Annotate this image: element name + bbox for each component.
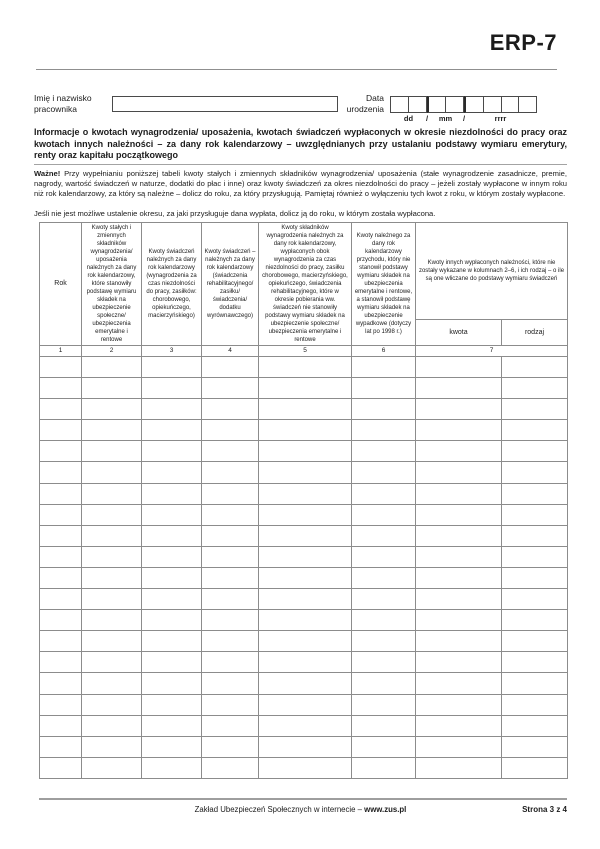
table-cell[interactable] [82,546,142,567]
header-divider [36,69,557,70]
table-cell[interactable] [202,420,259,441]
table-cell[interactable] [40,631,82,652]
table-cell[interactable] [40,736,82,757]
table-cell[interactable] [259,546,352,567]
table-cell[interactable] [416,504,502,525]
table-cell[interactable] [142,652,202,673]
table-cell[interactable] [352,357,416,378]
table-cell[interactable] [142,715,202,736]
table-cell[interactable] [416,378,502,399]
table-cell[interactable] [142,757,202,778]
table-row [40,399,568,420]
footer-divider [39,798,567,800]
table-row [40,715,568,736]
column-number-7: 7 [416,346,568,357]
table-cell[interactable] [502,610,568,631]
table-cell[interactable] [259,441,352,462]
table-cell[interactable] [502,631,568,652]
table-cell[interactable] [259,589,352,610]
table-cell[interactable] [142,399,202,420]
table-cell[interactable] [40,357,82,378]
footer-zus-text: Zakład Ubezpieczeń Społecznych w internecie – [194,805,365,814]
table-cell[interactable] [142,589,202,610]
column-number-6: 6 [352,346,416,357]
table-cell[interactable] [352,441,416,462]
table-cell[interactable] [259,652,352,673]
table-cell[interactable] [502,589,568,610]
table-cell[interactable] [502,483,568,504]
table-cell[interactable] [502,525,568,546]
column-number-3: 3 [142,346,202,357]
footer-text [34,805,567,814]
table-cell[interactable] [142,525,202,546]
col-header-4: Kwoty świadczeń – należnych za dany rok kalendarzowy (świadczenia rehabilitacyjnego/ zasiłku/ świadczenia/ dodatku wyrównawczego) [202,223,259,346]
col-header-rok: Rok [40,223,82,346]
table-cell[interactable] [416,589,502,610]
table-cell[interactable] [502,694,568,715]
table-cell[interactable] [416,399,502,420]
table-cell[interactable] [82,610,142,631]
birth-date-cell[interactable] [519,96,537,113]
table-cell[interactable] [82,483,142,504]
table-cell[interactable] [416,652,502,673]
table-cell[interactable] [40,694,82,715]
table-cell[interactable] [416,610,502,631]
table-cell[interactable] [416,441,502,462]
table-row [40,378,568,399]
table-row [40,504,568,525]
table-cell[interactable] [40,483,82,504]
table-cell[interactable] [352,589,416,610]
table-cell[interactable] [352,420,416,441]
table-cell[interactable] [259,673,352,694]
table-cell[interactable] [82,504,142,525]
subheader-kwota: kwota [416,320,502,346]
table-cell[interactable] [40,610,82,631]
page-number: Strona 3 z 4 [522,805,567,814]
column-number-5: 5 [259,346,352,357]
table-cell[interactable] [142,378,202,399]
table-cell[interactable] [40,673,82,694]
table-cell[interactable] [259,757,352,778]
table-cell[interactable] [502,652,568,673]
table-cell[interactable] [259,525,352,546]
table-cell[interactable] [82,357,142,378]
table-row [40,631,568,652]
birth-date-cell[interactable] [390,96,409,113]
table-cell[interactable] [502,357,568,378]
zus-url: www.zus.pl [364,805,407,814]
important-note [34,169,567,199]
table-cell[interactable] [502,399,568,420]
table-cell[interactable] [40,441,82,462]
table-cell[interactable] [352,631,416,652]
table-cell[interactable] [259,378,352,399]
birth-date-cell[interactable] [409,96,427,113]
table-cell[interactable] [40,589,82,610]
birth-date-label-line1: Data [366,93,384,103]
employee-name-label-line1: Imię i nazwisko [34,93,92,103]
table-cell[interactable] [259,357,352,378]
col-header-3: Kwoty świadczeń należnych za dany rok kalendarzowy (wynagrodzenia za czas niezdolności do pracy, zasiłków: chorobowego, opiekuńczego, macierzyńskiego) [142,223,202,346]
table-cell[interactable] [202,610,259,631]
employee-name-label [34,93,92,114]
table-cell[interactable] [502,378,568,399]
important-label: Ważne! [34,169,61,178]
table-cell[interactable] [82,525,142,546]
table-cell[interactable] [352,610,416,631]
birth-date-cell[interactable] [464,96,484,113]
table-cell[interactable] [202,357,259,378]
table-cell[interactable] [352,525,416,546]
table-row [40,546,568,567]
table-cell[interactable] [259,483,352,504]
table-row [40,736,568,757]
employee-name-field[interactable] [112,96,338,112]
column-number-4: 4 [202,346,259,357]
table-cell[interactable] [416,525,502,546]
table-row [40,483,568,504]
table-cell[interactable] [416,483,502,504]
table-cell[interactable] [416,673,502,694]
table-cell[interactable] [142,357,202,378]
table-cell[interactable] [82,441,142,462]
table-cell[interactable] [352,483,416,504]
table-cell[interactable] [416,631,502,652]
table-cell[interactable] [82,715,142,736]
section-title: Informacje o kwotach wynagrodzenia/ uposażenia, kwotach świadczeń wypłaconych w okresie niezdolności do pracy oraz kwotach innych należności – za dany rok kalendarzowy – uwzględnianych przy ustalaniu podstawy wymiaru emerytury, renty oraz kapitału początkowego [34,127,567,160]
table-cell[interactable] [82,420,142,441]
table-cell[interactable] [82,589,142,610]
col-header-7: Kwoty innych wypłaconych należności, które nie zostały wykazane w kolumnach 2–6, i ich rodzaj – o ile są one wliczane do podstawy wymiaru świadczeń [416,223,568,320]
table-cell[interactable] [202,378,259,399]
table-cell[interactable] [40,525,82,546]
table-cell[interactable] [202,652,259,673]
table-cell[interactable] [259,504,352,525]
table-cell[interactable] [202,567,259,588]
table-cell[interactable] [502,441,568,462]
column-number-2: 2 [82,346,142,357]
important-text: Przy wypełnianiu poniższej tabeli kwoty stałych i zmiennych składników wynagrodzenia/ uposażenia (stałe wynagrodzenie zasadnicze, premie, nagrody, wartość świadczeń w naturze, dodatki do płac i inne) oraz kwoty świadczeń za okres niezdolności do pracy – jeżeli zostały wypłacone w innym roku niż rok kalendarzowy, za który są należne – dolicz do roku, za który przysługują. Pamiętaj również o wyłączeniu tych kwot z roku, w którym zostały wypłacone. [34,169,567,198]
col-header-5: Kwoty składników wynagrodzenia należnych za dany rok kalendarzowy, wypłaconych obok wynagrodzenia za czas niezdolności do pracy, zasiłku chorobowego, macierzyńskiego, opiekuńczego, świadczenia rehabilitacyjnego, które w okresie pobierania ww. świadczeń nie stanowiły podstawy wymiaru składek na ubezpieczenie społeczne/ ubezpieczenia emerytalne i rentowe [259,223,352,346]
table-cell[interactable] [259,631,352,652]
table-cell[interactable] [259,420,352,441]
birth-date-cell[interactable] [502,96,520,113]
table-cell[interactable] [352,652,416,673]
table-cell[interactable] [502,715,568,736]
table-cell[interactable] [40,399,82,420]
table-cell[interactable] [352,504,416,525]
table-row [40,694,568,715]
table-cell[interactable] [142,504,202,525]
birth-date-label [336,93,384,114]
table-cell[interactable] [202,441,259,462]
table-cell[interactable] [416,567,502,588]
note-unknown-period: Jeśli nie jest możliwe ustalenie okresu, za jaki przysługuje dana wypłata, dolicz ją do roku, w którym została wypłacona. [34,209,436,218]
table-cell[interactable] [82,567,142,588]
date-format-slash1: / [425,114,429,123]
table-cell[interactable] [142,694,202,715]
table-cell[interactable] [502,757,568,778]
table-cell[interactable] [142,567,202,588]
table-cell[interactable] [142,631,202,652]
table-cell[interactable] [502,567,568,588]
table-cell[interactable] [202,757,259,778]
table-cell[interactable] [40,378,82,399]
table-cell[interactable] [352,378,416,399]
table-cell[interactable] [416,462,502,483]
column-number-row [40,346,568,357]
column-number-1: 1 [40,346,82,357]
table-row [40,441,568,462]
table-cell[interactable] [82,652,142,673]
table-cell[interactable] [82,673,142,694]
table-cell[interactable] [259,610,352,631]
table-row [40,757,568,778]
table-cell[interactable] [40,567,82,588]
table-cell[interactable] [142,462,202,483]
table-cell[interactable] [352,736,416,757]
col-header-6: Kwoty należnego za dany rok kalendarzowy przychodu, który nie stanowił podstawy wymiaru składek na ubezpieczenia emerytalne i rentowe, a stanowił podstawę wymiaru składek na ubezpieczenie wypadkowe (dotyczy lat po 1998 r.) [352,223,416,346]
table-cell[interactable] [416,694,502,715]
table-cell[interactable] [416,546,502,567]
table-body [40,357,568,779]
table-cell[interactable] [416,757,502,778]
table-cell[interactable] [502,462,568,483]
table-cell[interactable] [502,673,568,694]
table-cell[interactable] [259,736,352,757]
earnings-table [39,222,568,779]
table-cell[interactable] [202,631,259,652]
table-cell[interactable] [40,715,82,736]
form-code: ERP-7 [489,30,557,55]
table-cell[interactable] [142,546,202,567]
table-cell[interactable] [40,546,82,567]
table-cell[interactable] [142,673,202,694]
table-cell[interactable] [416,420,502,441]
table-cell[interactable] [40,462,82,483]
date-format-rrrr: rrrr [494,114,507,123]
table-cell[interactable] [502,420,568,441]
table-cell[interactable] [142,736,202,757]
table-cell[interactable] [142,420,202,441]
table-row [40,610,568,631]
table-cell[interactable] [416,736,502,757]
table-cell[interactable] [202,546,259,567]
table-cell[interactable] [502,546,568,567]
table-cell[interactable] [352,694,416,715]
table-cell[interactable] [82,399,142,420]
birth-date-label-line2: urodzenia [346,103,384,114]
table-cell[interactable] [259,567,352,588]
table-cell[interactable] [202,673,259,694]
table-cell[interactable] [202,399,259,420]
table-cell[interactable] [202,483,259,504]
table-cell[interactable] [416,715,502,736]
table-row [40,357,568,378]
table-cell[interactable] [352,757,416,778]
table-cell[interactable] [82,736,142,757]
table-cell[interactable] [142,483,202,504]
birth-date-cells [390,96,537,113]
table-cell[interactable] [40,420,82,441]
table-cell[interactable] [82,694,142,715]
table-cell[interactable] [502,736,568,757]
table-cell[interactable] [40,504,82,525]
table-cell[interactable] [202,589,259,610]
table-cell[interactable] [352,715,416,736]
table-row [40,673,568,694]
table-cell[interactable] [259,462,352,483]
table-cell[interactable] [202,694,259,715]
table-cell[interactable] [352,546,416,567]
date-format-mm: mm [438,114,453,123]
table-cell[interactable] [82,378,142,399]
table-row [40,420,568,441]
table-cell[interactable] [352,399,416,420]
table-cell[interactable] [82,631,142,652]
title-divider [34,164,567,165]
table-cell[interactable] [352,673,416,694]
table-cell[interactable] [416,357,502,378]
table-cell[interactable] [142,610,202,631]
table-cell[interactable] [352,567,416,588]
birth-date-cell[interactable] [484,96,502,113]
table-row [40,462,568,483]
table-cell[interactable] [142,441,202,462]
table-header-row [40,223,568,320]
date-format-slash2: / [462,114,466,123]
table-cell[interactable] [82,462,142,483]
table-row [40,589,568,610]
table-cell[interactable] [202,525,259,546]
table-row [40,525,568,546]
table-row [40,567,568,588]
table-row [40,652,568,673]
table-cell[interactable] [202,736,259,757]
table-cell[interactable] [202,504,259,525]
table-cell[interactable] [259,715,352,736]
table-cell[interactable] [40,652,82,673]
birth-date-cell[interactable] [446,96,464,113]
subheader-rodzaj: rodzaj [502,320,568,346]
table-cell[interactable] [40,757,82,778]
table-cell[interactable] [502,504,568,525]
col-header-2: Kwoty stałych i zmiennych składników wynagrodzenia/ uposażenia należnych za dany rok kalendarzowy, które stanowiły podstawę wymiaru składek na ubezpieczenie społeczne/ ubezpieczenia emerytalne i rentowe [82,223,142,346]
table-cell[interactable] [352,462,416,483]
table-cell[interactable] [259,694,352,715]
table-cell[interactable] [259,399,352,420]
birth-date-cell[interactable] [427,96,447,113]
table-cell[interactable] [82,757,142,778]
date-format-dd: dd [403,114,414,123]
table-cell[interactable] [202,462,259,483]
table-cell[interactable] [202,715,259,736]
employee-name-label-line2: pracownika [34,103,77,114]
